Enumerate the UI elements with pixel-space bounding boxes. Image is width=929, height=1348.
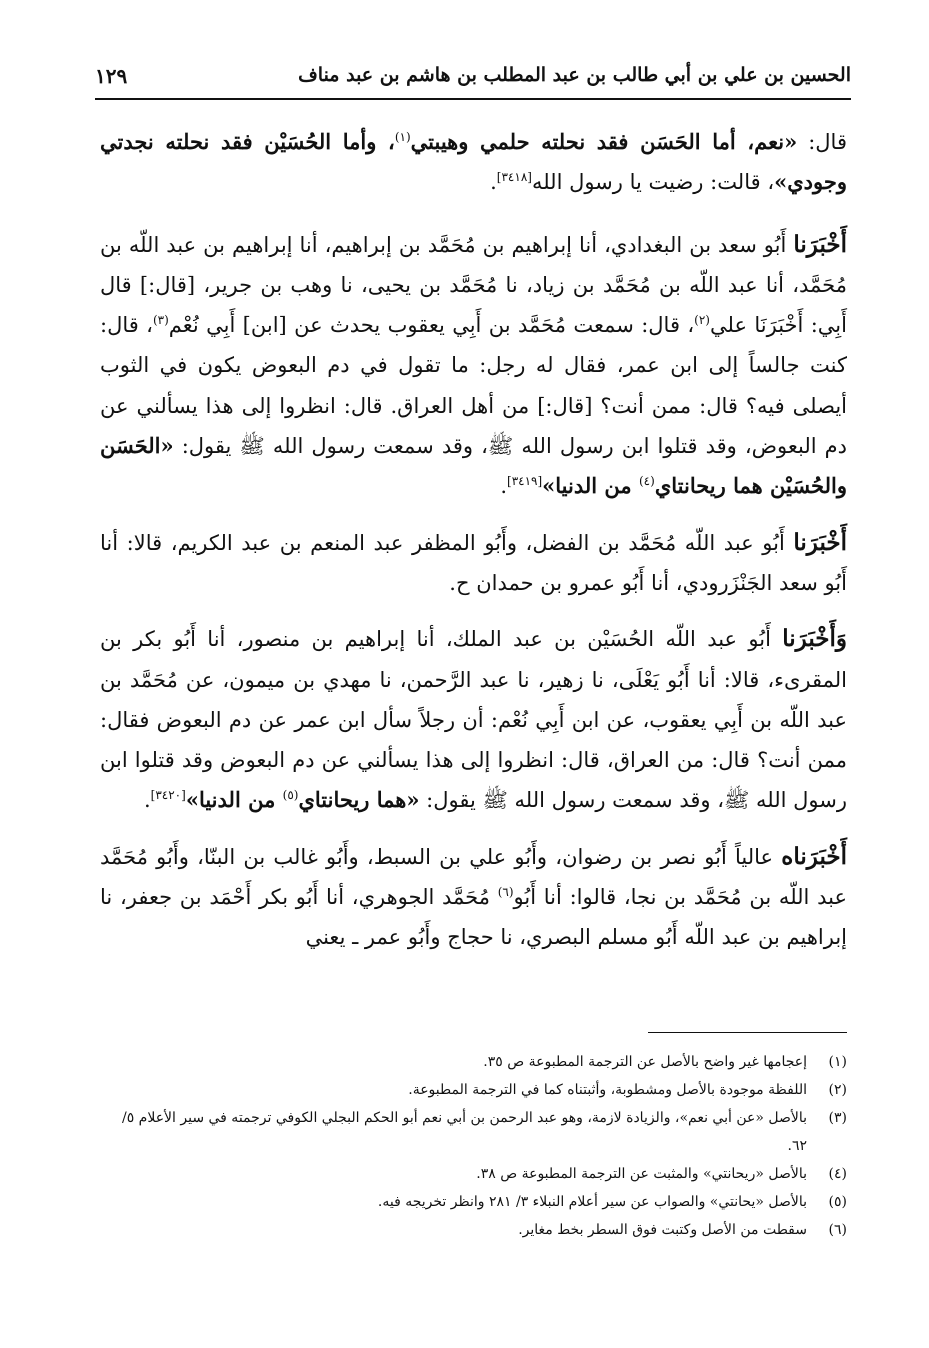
paragraph-end: . (490, 170, 497, 195)
paragraph-text: أَبُو عبد اللّه الحُسَيْن بن عبد الملك، أنا إبراهيم بن منصور، أنا أَبُو بكر بن المقرىء، قالا: أنا أَبُو يَعْلَى، نا زهير، نا عبد الرَّحمن، نا مهدي بن ميمون، عن مُحَمَّد بن عبد اللّه بن أَبِي يعقوب، عن ابن أَبِي نُعْم: أن رجلاً سأل ابن عمر عن دم البعوض فقال: ممن أنت؟ قال: من العراق، قال: انظروا إلى هذا يسألني عن دم البعوض وقد قتلوا ابن رسول الله ﷺ، وقد سمعت رسول الله ﷺ يقول: (100, 627, 847, 813)
paragraph-end: . (500, 474, 507, 499)
footnote-text: بالأصل «ريحانتي» والمثبت عن الترجمة المطبوعة ص ٣٨. (476, 1166, 807, 1182)
footnote-text: بالأصل «يحانتي» والصواب عن سير أعلام النبلاء ٣/ ٢٨١ وانظر تخريجه فيه. (377, 1194, 807, 1210)
paragraph-1 (100, 122, 847, 203)
paragraph-2 (100, 225, 847, 507)
paragraph-text: قال: (797, 130, 847, 154)
footnote (110, 1048, 847, 1076)
paragraph-text: مُحَمَّد الجوهري، أنا أَبُو بكر أَحْمَد بن جعفر، نا إبراهيم بن عبد اللّه أَبُو مسلم البصري، نا حجاج وأَبُو عمر ـ يعني (100, 885, 847, 950)
footnote-number: (٤) (828, 1166, 847, 1182)
hadith-reference-number: [٣٤٢٠] (150, 788, 186, 803)
footnotes-divider (648, 1032, 847, 1033)
isnad-lead-word: أَخْبَرَناه (781, 842, 847, 870)
page-number: ١٢٩ (95, 64, 128, 88)
footnote-marker: (١) (394, 130, 411, 144)
footnote-marker: (٥) (282, 788, 299, 803)
footnote-text: بالأصل «عن أبي نعم»، والزيادة لازمة، وهو عبد الرحمن بن أبي نعم أبو الحكم البجلي الكوفي ترجمته في سير الأعلام ٥/ ٦٢. (121, 1110, 807, 1154)
hadith-quote: «هما ريحانتاي (298, 787, 420, 813)
footnote-text: سقطت من الأصل وكتبت فوق السطر بخط مغاير. (518, 1222, 807, 1238)
footnote-text: اللفظة موجودة بالأصل ومشطوبة، وأثبتناه كما في الترجمة المطبوعة. (408, 1082, 807, 1098)
footnote-number: (٦) (828, 1222, 847, 1238)
paragraph-text: أَبُو عبد اللّه مُحَمَّد بن الفضل، وأَبُو المظفر عبد المنعم بن عبد الكريم، قالا: أنا أَبُو سعد الجَنْزَرودي، أنا أَبُو عمرو بن حمدان ح. (100, 530, 847, 595)
hadith-quote: من الدنيا» (542, 473, 639, 499)
isnad-lead-word: وَأَخْبَرَنا (782, 625, 847, 653)
footnote (110, 1216, 847, 1244)
hadith-quote: «نعم، أما الحَسَن فقد نحلته حلمي وهيبتي (410, 129, 798, 154)
footnote-number: (١) (828, 1054, 847, 1070)
footnote-marker: (٤) (638, 474, 655, 489)
footnote-marker: (٢) (694, 313, 710, 328)
paragraph-text: أَبُو سعد بن البغدادي، أنا إبراهيم بن مُحَمَّد بن إبراهيم، أنا إبراهيم بن عبد اللّه بن مُحَمَّد، أنا عبد اللّه بن مُحَمَّد بن زياد، نا مُحَمَّد بن يحيى، نا وهب بن جرير، [قال:] قال أَبِي: أَخْبَرَنَا علي (100, 232, 847, 338)
footnote-number: (٥) (828, 1194, 847, 1210)
footnote-text: إعجامها غير واضح بالأصل عن الترجمة المطبوعة ص ٣٥. (483, 1054, 807, 1070)
footnote-number: (٣) (828, 1110, 847, 1126)
header-divider (95, 98, 851, 100)
paragraph-text: ، قال: كنت جالساً إلى ابن عمر، فقال له رجل: ما تقول في دم البعوض يكون في الثوب أيصلى فيه؟ قال: ممن أنت؟ [قال:] من أهل العراق. قال: انظروا إلى هذا يسألني عن دم البعوض، وقد قتلوا ابن رسول الله ﷺ، وقد سمعت رسول الله ﷺ يقول: (100, 313, 847, 459)
isnad-lead-word: أَخْبَرَنا (793, 230, 847, 258)
paragraph-5 (100, 837, 847, 958)
hadith-reference-number: [٣٤١٩] (507, 474, 543, 489)
header-title: الحسين بن علي بن أبي طالب بن عبد المطلب بن هاشم بن عبد مناف (298, 64, 851, 86)
footnote (110, 1188, 847, 1216)
running-header (95, 60, 851, 100)
footnote-marker: (٦) (497, 885, 514, 900)
footnote (110, 1104, 847, 1160)
footnote-marker: (٣) (152, 313, 169, 328)
hadith-quote: ، وأما الحُسَيْن فقد نحلته نجدتي وجودي» (100, 129, 847, 195)
hadith-reference-number: [٣٤١٨] (496, 170, 532, 185)
hadith-quote: «الحَسَن والحُسَيْن هما ريحانتاي (100, 433, 847, 499)
paragraph-text: ، قال: سمعت مُحَمَّد بن أَبِي يعقوب يحدث عن [ابن] أَبِي نُعْم (168, 313, 695, 338)
isnad-lead-word: أَخْبَرَنا (793, 528, 847, 556)
footnote (110, 1160, 847, 1188)
paragraph-3 (100, 523, 847, 604)
paragraph-4 (100, 619, 847, 820)
paragraph-end: . (143, 788, 151, 813)
footnote-number: (٢) (828, 1082, 847, 1098)
paragraph-text: ، قالت: رضيت يا رسول الله (531, 170, 775, 195)
footnotes (110, 1048, 847, 1244)
hadith-quote: من الدنيا» (185, 787, 283, 813)
paragraph-text: عالياً أَبُو نصر بن رضوان، وأَبُو علي بن السبط، وأَبُو غالب بن البنّا، وأَبُو مُحَمَّد عبد اللّه بن مُحَمَّد بن نجا، قالوا: أنا أَبُو (100, 844, 847, 910)
footnote (110, 1076, 847, 1104)
main-text (100, 122, 847, 974)
